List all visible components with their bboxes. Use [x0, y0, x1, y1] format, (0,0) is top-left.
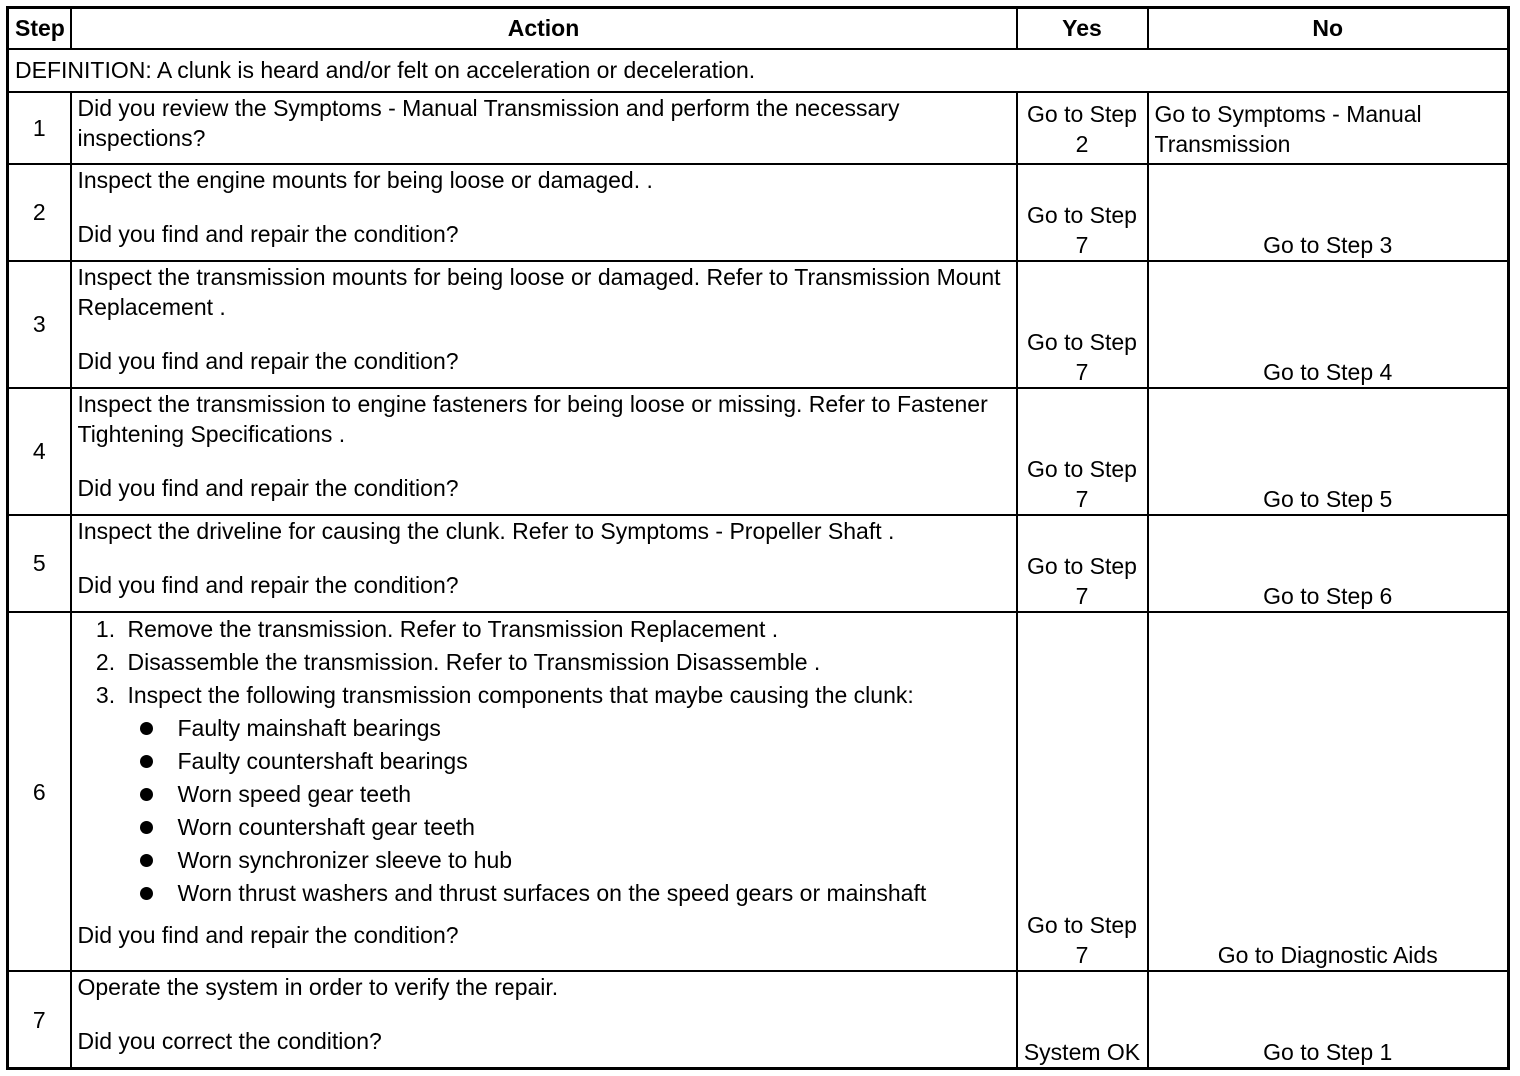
yes-result: Go to Step 7 [1017, 515, 1148, 612]
yes-result: System OK [1017, 971, 1148, 1068]
action-cell [71, 515, 1017, 612]
no-result: Go to Symptoms - Manual Transmission [1148, 92, 1509, 164]
no-result: Go to Step 4 [1148, 261, 1509, 388]
action-cell [71, 612, 1017, 971]
table-row [8, 612, 1509, 971]
action-text: Inspect the engine mounts for being loose or damaged. . [77, 166, 653, 193]
list-item-text: Worn countershaft gear teeth [177, 814, 475, 840]
yes-result: Go to Step 2 [1017, 92, 1148, 164]
question-text: Did you find and repair the condition? [77, 347, 459, 374]
list-item [172, 811, 1010, 844]
list-item [172, 778, 1010, 811]
header-no: No [1148, 8, 1509, 49]
substep-item: 1. Remove the transmission. Refer to Transmission Replacement . [122, 613, 1010, 646]
step-number: 1 [8, 92, 71, 164]
yes-result: Go to Step 7 [1017, 261, 1148, 388]
substep-item: 2. Disassemble the transmission. Refer to Transmission Disassemble . [122, 646, 1010, 679]
table-row [8, 388, 1509, 515]
step-number: 7 [8, 971, 71, 1068]
header-row [8, 8, 1509, 49]
component-list [128, 712, 1010, 910]
action-text: Inspect the transmission to engine fasteners for being loose or missing. Refer to Fastener Tightening Specifications . [77, 390, 988, 447]
list-item-text: Worn speed gear teeth [177, 781, 412, 807]
list-item-text: Faulty mainshaft bearings [177, 715, 441, 741]
bullet-icon [140, 821, 153, 834]
no-result: Go to Step 5 [1148, 388, 1509, 515]
diagnostic-table [6, 6, 1510, 1070]
substep-text: Inspect the following transmission components that maybe causing the clunk: [127, 682, 914, 708]
table-row [8, 515, 1509, 612]
list-item-text: Worn synchronizer sleeve to hub [177, 847, 513, 873]
no-result: Go to Step 6 [1148, 515, 1509, 612]
substep-item [122, 679, 1010, 910]
list-item [172, 712, 1010, 745]
bullet-icon [140, 788, 153, 801]
action-cell [71, 971, 1017, 1068]
header-yes: Yes [1017, 8, 1148, 49]
table-row [8, 92, 1509, 164]
step-number: 4 [8, 388, 71, 515]
table-row [8, 971, 1509, 1068]
bullet-icon [140, 755, 153, 768]
question-text: Did you find and repair the condition? [77, 571, 459, 598]
yes-result: Go to Step 7 [1017, 164, 1148, 261]
list-item [172, 844, 1010, 877]
substep-list [78, 613, 1010, 910]
action-text: Did you review the Symptoms - Manual Transmission and perform the necessary inspections? [71, 92, 1017, 164]
action-cell [71, 388, 1017, 515]
question-text: Did you find and repair the condition? [77, 220, 459, 247]
table-row [8, 261, 1509, 388]
step-number: 3 [8, 261, 71, 388]
header-step: Step [8, 8, 71, 49]
list-item [172, 745, 1010, 778]
step-number: 5 [8, 515, 71, 612]
action-text: Operate the system in order to verify the repair. [77, 974, 559, 1001]
action-cell [71, 261, 1017, 388]
no-result: Go to Step 3 [1148, 164, 1509, 261]
no-result: Go to Step 1 [1148, 971, 1509, 1068]
list-item-text: Worn thrust washers and thrust surfaces on the speed gears or mainshaft [177, 880, 927, 906]
step-number: 6 [8, 612, 71, 971]
header-action: Action [71, 8, 1017, 49]
question-text: Did you find and repair the condition? [77, 474, 459, 501]
no-result: Go to Diagnostic Aids [1148, 612, 1509, 971]
yes-result: Go to Step 7 [1017, 612, 1148, 971]
bullet-icon [140, 854, 153, 867]
step-number: 2 [8, 164, 71, 261]
definition-row [8, 49, 1509, 92]
yes-result: Go to Step 7 [1017, 388, 1148, 515]
action-cell [71, 164, 1017, 261]
table-row [8, 164, 1509, 261]
bullet-icon [140, 722, 153, 735]
list-item-text: Faulty countershaft bearings [177, 748, 468, 774]
action-text: Inspect the driveline for causing the clunk. Refer to Symptoms - Propeller Shaft . [77, 517, 895, 544]
action-text: Inspect the transmission mounts for being loose or damaged. Refer to Transmission Mount Replacement . [77, 263, 1001, 320]
definition-text: DEFINITION: A clunk is heard and/or felt on acceleration or deceleration. [8, 49, 1509, 92]
question-text: Did you correct the condition? [77, 1028, 382, 1055]
question-text: Did you find and repair the condition? [77, 922, 459, 948]
list-item [172, 877, 1010, 910]
bullet-icon [140, 887, 153, 900]
